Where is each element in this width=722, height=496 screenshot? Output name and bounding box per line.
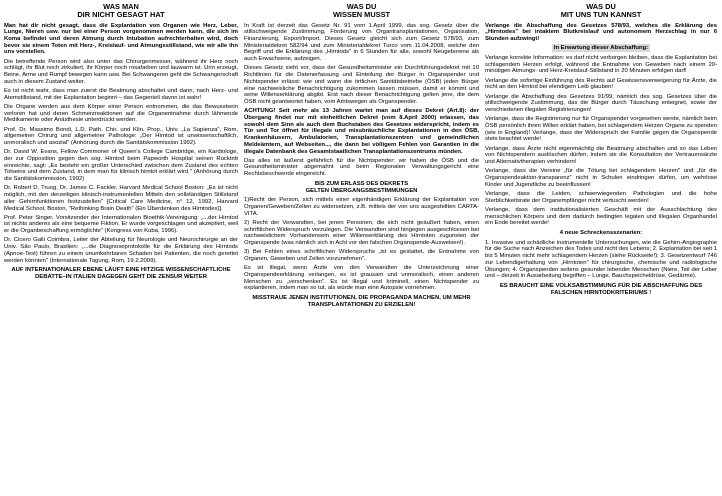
- quote-paragraph: Prof. Peter Singer, Vorsitzender der Internationalen Bioethik-Vereinigung: „...der Hirntod ist nichts anderes als eine bequeme Fiktion. Er wurde vorgeschlagen und akzeptiert, weil er die Organbeschaffung ermöglichte" (Kongress von Kuba, 1996).: [4, 214, 238, 235]
- demand-paragraph: Verlange, dass dem institutionalisierten Geschäft mit der Ausschlachtung des menschlichen Körpers und dem dadurch bedingten legalen und illegalen Organhandel ein Ende bereitet werde!: [485, 206, 717, 227]
- warning-paragraph: ACHTUNG! Seit mehr als 13 Jahren wartet man auf dieses Dekret (Art.8): der Übergang findet nur mit einheitlichen Dekret (vom 8.April 2000) erlassen, das sowohl dem Sinn als auch dem Buchstaben des Gesetzes widerspricht, indem es Tür und Tor öffnet für illegale und missbräuchliche Explantationen in den ÖSB, Krankenhäusern, Ambulatorien, Transplantationszentren und gemeindlichen Meldeämtern, auf Webseiten..., die dann bei völligem Fehlen von Garantien in die illegale Datenbank des Gesamtstaatlichen Transplantationszentrums münden.: [244, 108, 479, 155]
- demand-paragraph: Verlange, dass die Registrierung nur für Organspender vorgesehen werde, nämlich beim ÖSB persönlich ihren Willen erklärt haben, bei schlagendem Herzen Organe zu spenden (wie in England)! Verlange, dass der Widerspruch der Familie gegen die Organspende stets beachtet werde!: [485, 116, 717, 143]
- section-subheading: 4 neue Schreckensszenarien:: [559, 229, 643, 236]
- column-was-du-wissen-musst: [244, 3, 479, 496]
- demand-paragraph: Verlange die sofortige Einführung des Rechts auf Gewissensverweigerung für Ärzte, die nicht an den Hirntod bei elendigem Leib glauben!: [485, 77, 717, 91]
- intro-paragraph: Verlange die Abschaffung des Gesetzes 578/93, welches die Erklärung des „Hirntodes" bei intaktem Blutkreislauf und autonomem Herzschlag in nur 6 Stunden aufzwingt!: [485, 22, 717, 42]
- list-item: 2) Recht der Verwandten, bei jenen Personen, die sich nicht geäußert haben, einen schriftlichen Widerspruch vorzulegen. Die Verwandten sind hingegen ausgeschlossen bei nachweislichem Vorhandensein einer Willenserklärung des Hirntoten zugunsten der Organspende (was nämlich sich in Acht vor den falschen Organspende-Ausweisen!).: [244, 219, 479, 247]
- demand-paragraph: Verlange die Abschaffung des Gesetzes 91/99, nämlich des sog. Gesetzes über die stillschweigende Zustimmung, das die Bürger durch Täuschung enteignet, sowie der verschiedenen illegalen Registrierungen!: [485, 93, 717, 113]
- section-subheading: BIS ZUM ERLASS DES DEKRETS GELTEN ÜBERGANGSBESTIMMUNGEN: [305, 180, 418, 194]
- paragraph: In Kraft ist derzeit das Gesetz Nr. 91 vom 1.April 1999, das sog. Gesetz über die stillschweigende Zustimmung, Förderung von Organtransplantationen, Organisation, Finanzierung, Export/Import. Dieses Gesetz gleicht sich zum Gesetz 578/93, zum Ministerialdekret 582/94 und zum Ministerialdekret Turco vom 11.04.2008, welche den Begriff und die Erklärung des „Hirntods" in 6 Stunden für alle, sowohl Neugeborene als auch Erwachsene, aufzeigen.: [244, 22, 479, 63]
- column-was-man-nicht-gesagt: [4, 3, 238, 496]
- boxed-subheading: [485, 45, 717, 52]
- three-column-layout: [4, 3, 718, 496]
- paragraph: Die betreffende Person wird also unter das Chirurgenmesser, während ihr Herz noch schlägt, ihr Blut noch zirkuliert, ihr Körper noch rosafarben und lauwarm ist. Urin erzeugt, Beine, Arme und Rumpf bewegen kann usw. Bei Schwangeren geht die Schwangerschaft auch in diesem Zustand weiter.: [4, 58, 238, 85]
- scenarios-paragraph: 1. Invasive und schädliche instrumentelle Untersuchungen, wie die Gehirn-Angiographie für die Suche nach Anzeichen des Todes und nicht des Lebens; 2. Explantation bei seit 1 bis 5 Minuten nicht mehr schlagendem Herzen (siehe Rückseite!); 3. Gesetzentwurf 746 zur Lebendigerhaltung von „Hirntoten" für chirurgische, chemische und radiologische Übungen; 4. Organspenden seitens gesunder lebender Menschen (Niere, Teil der Leber und – derzeit in Ausarbeitung begriffen – Lunge, Bauchspeicheldrüse, Gedärme).: [485, 239, 717, 280]
- column-heading: WAS DU MIT UNS TUN KANNST: [560, 3, 642, 20]
- paragraph: Die Organe werden aus dem Körper einer Person entnommen, die das Bewusstsein verloren hat und deren Schmerzreaktionen auf die Organentnahme durch lähmende Medikamente oder Anästhesie unterdrückt werden.: [4, 103, 238, 124]
- column-heading: WAS DU WISSEN MUSST: [332, 3, 391, 20]
- quote-paragraph: Dr. David W. Evans, Fellow Commoner of Queen's College Cambridge, ein Kardiologe, der zur Opposition gegen den sog. Hirntod beim Papworth Hospital seinen Rücktritt einreichte, sagt: „Es besteht ein großer Unterschied zwischen dem Zustand des echten Totseins und dem Zustand, in dem man für klinisch hirntot erklärt wird." (Anhörung durch die Sanitätskommission, 1992): [4, 149, 238, 183]
- demand-paragraph: Verlange, dass Ärzte nicht eigenmächtig die Beatmung abschalten und so das Leben von Nichtspendern auslöschen dürfen, indem sie die Konsultation der Vertrauensärzte und Alternativtherapien verhindern!: [485, 145, 717, 165]
- quote-paragraph: Dr. Robert D. Truog, Dr. James C. Fackler, Harvard Medical School Boston: „Es ist nicht möglich, mit den derzeitigen klinisch-instrumentellen Mitteln den vollständigen Stillstand aller Gehirnfunktionen festzustellen" [Critical Care Medicine, n° 12, 1992, Harvard Medical School, Boston, "Rethinking Brain Death" (Ein Überdenken des Hirntodes)].: [4, 185, 238, 212]
- column-footer: ES BRAUCHT EINE VOLKSABSTIMMUNG FÜR DIE ABSCHAFFUNG DES FALSCHEN HIRNTODKRITERIUMS !: [499, 283, 703, 296]
- list-item: 3) Bei Fehlen eines schriftlichen Widerspruchs „ist es gestattet, die Entnahme von Organen, Geweben und Zellen vorzunehmen".: [244, 249, 479, 263]
- column-footer: AUF INTERNATIONALER EBENE LÄUFT EINE HITZIGE WISSENSCHAFTLICHE DEBATTE–IN ITALIEN DAGEGEN GEHT DIE ZENSUR WEITER: [11, 267, 231, 280]
- column-footer: MISSTRAUE JENEN INSTITUTIONEN, DIE PROPAGANDA MACHEN, UM MEHR TRANSPLANTATIONEN ZU ERZIELEN!: [252, 295, 471, 308]
- list-item: 1)Recht der Person, sich mittels einer eigenhändigen Erklärung der Explantation von Organen/Geweben/Zellen zu widersetzen, z.B. mittels der von uns ausgestellten CARTA-VITA.: [244, 197, 479, 217]
- demand-paragraph: Verlange, dass die Vereine „für die Tötung bei schlagendem Herzen" und „für die Organspendeaktion-transparenz" nicht in Schulen eindringen dürfen, um wehrlose Kinder und Jugendliche zu beeinflussen!: [485, 168, 717, 188]
- demand-paragraph: Verlange, dass die Leiden, schwerwiegenden Pathologien und die hohe Sterblichkeitsrate der Organempfänger nicht vertuscht werden!: [485, 190, 717, 204]
- paragraph: Dieses Gesetz sieht vor, dass der Gesundheitsminister ein Durchführungsdekret mit 10 Richtlinien für die Datenerfassung und Einteilung der Bürger in Organspender und Nichtspender erlässt: wie und wann die örtlichen Sanitätsbetriebe (ÖSB) jeden Bürger eine nachweisliche Benachrichtigung zukommen lassen müssen, damit er kommt und seine Willenserklärung abgibt. Erst nach dieser Benachrichtigung gelten jene, die dem ÖSB nicht geantwortet haben, vom Amtswegen als Organspender.: [244, 65, 479, 105]
- demand-paragraph: Verlange korrekte Information: es darf nicht verborgen bleiben, dass die Explantation bei schlagendem Herzen erfolgt, während die Entnahme von Geweben nach einem 20-minütigen Atmungs- und Herz-Kreislauf-Stillstand in 20 Minuten erfolgen darf!: [485, 54, 717, 75]
- column-was-du-mit-uns-tun-kannst: [485, 3, 717, 496]
- paragraph: Das alles ist äußerst gefährlich für die Nichtspender: wir haben die ÖSB und die Gesundheitsminister abgemahnt und beim Regionalen Verwaltungsgericht eine Rechtsbeschwerde eingereicht.: [244, 157, 479, 178]
- paragraph: Es ist illegal, wenn Ärzte von den Verwandten die Unterzeichnung einer Organspendeerklärung verlangen, es ist grausam und unmoralisch, einen anderen Menschen zu „verschenken". Es ist illegal und kriminell, einen Nichtspender zu explantieren, indem man so tut, als würde man eine Autopsie vornehmen.: [244, 265, 479, 292]
- quote-paragraph: Dr. Cicero Galli Coimbra, Leiter der Abteilung für Neurologie und Neurochirurgie an der Univ. São Paulo, Brasilien: „...die Diagnoseprotokolle für die Erklärung des Hirntods (Apnoe-Test) führen zu einem unumkehrbaren Schaden bei Patienten, die noch gerettet werden könnten" (Internationale Tagung, Rom, 19.2.2009).: [4, 237, 238, 264]
- column-heading: WAS MAN DIR NICHT GESAGT HAT: [77, 3, 165, 20]
- paragraph: Man hat dir nicht gesagt, dass die Explantation von Organen wie Herz, Leber, Lunge, Nieren usw. nur bei einer Person vorgenommen werden kann, die sich im Koma befindet und deren Atmung durch Intubation aufrechterhalten wird, doch bevor sie einem Toten mit Herz-, Kreislauf- und Atmungsstillstand, wie wir alle ihn uns vorstellen.: [4, 22, 238, 56]
- quote-paragraph: Prof. Dr. Massimo Bondi, L.D. Path. Chir. und Klin. Prop., Univ. „La Sapienza", Rom, allgemeiner Chirurg und allgemeiner Pathologe: „Der Hirntod ist unwissenschaftlich, unmoralisch und asozial" (Anhörung durch die Sanitätskommission 1992).: [4, 126, 238, 147]
- paragraph: Es ist nicht wahr, dass man zuerst die Beatmung abschaltet und dann, nach Herz- und Atemstillstand, mit der Explantation beginnt – das Gegenteil davon ist wahr!: [4, 88, 238, 101]
- boxed-subheading-text: In Erwartung dieser Abschaffung:: [553, 45, 649, 52]
- transitional-rules-list: [244, 197, 479, 262]
